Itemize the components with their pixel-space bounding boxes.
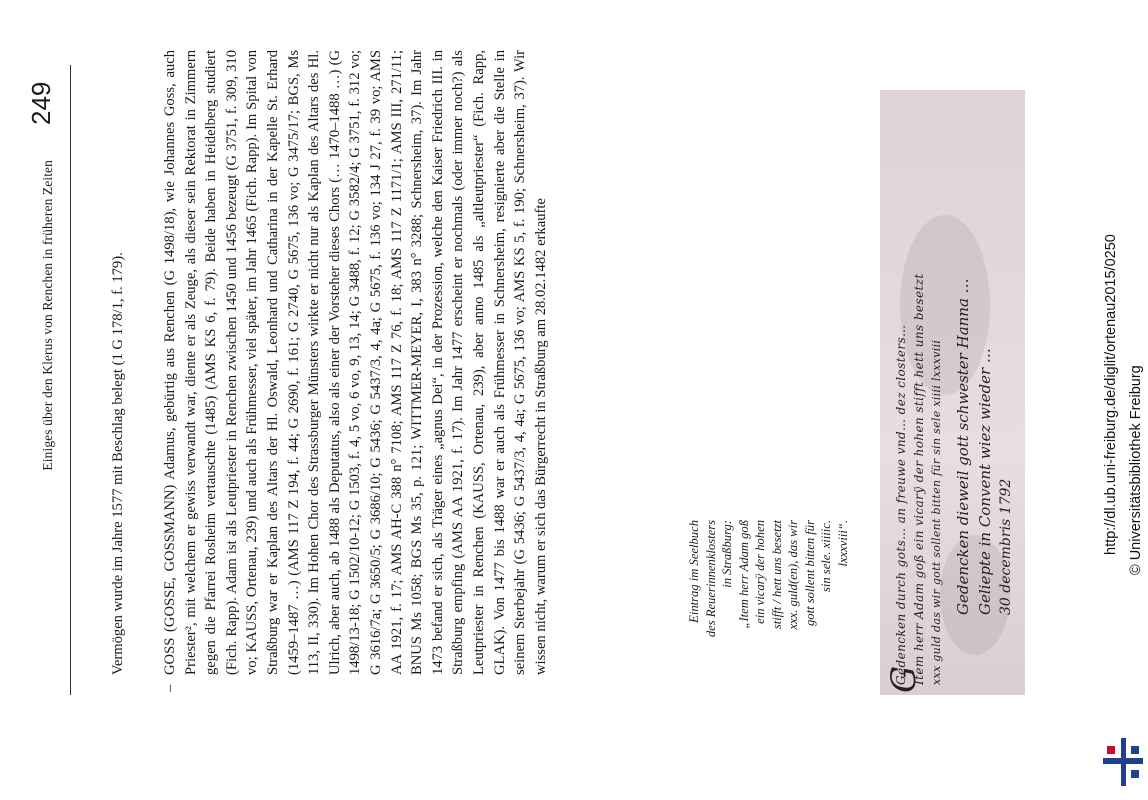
- caption-line: Eintrag im Seelbuch: [687, 520, 701, 623]
- header-rule: [70, 65, 71, 695]
- caption-line: xxx. guld(en), das wir: [786, 520, 800, 630]
- manuscript-line: xxx guld das wir gott sollent bitten für sin sele xiiii lxxxviii: [930, 339, 943, 685]
- page-number: 249: [26, 81, 56, 125]
- manuscript-line: Gedencken dieweil gott schwester Hanna …: [954, 278, 972, 615]
- manuscript-line: Gedencken durch gots… an freuwe vnd… dez closters…: [894, 324, 908, 685]
- manuscript-initial: G: [884, 665, 924, 693]
- paragraph-1: Vermögen wurde im Jahre 1577 mit Beschlag belegt (1 G 178/1, f. 179).: [110, 252, 126, 675]
- running-head: Einiges über den Klerus von Renchen in früheren Zeiten: [40, 160, 55, 471]
- paragraph-goss-entry: GOSS (GOSSE, GOSSMANN) Adamus, gebürtig aus Renchen (G 1498/18), wie Johannes Goss, auch Priester², mit welchem er gewiss verwandt war, diente er als Zeuge, als dieser sein Rektorat in Zimmern gegen die Pfarrei Rosheim vertauschte (1485) (AMS KS 6, f. 79). Beide haben in Heidelberg studiert (Fich. Rapp). Adam ist als Leutpriester in Renchen zwischen 1450 und 1456 bezeugt (G 3751, f. 309, 310 vo; KAUSS, Ortenau, 239) und auch als Frühmesser, viel später, im Jahr 1465 (Fich. Rapp). Im Spital von Straßburg war er Kaplan des Altars der Hl. Oswald, Leonhard und Catharina in der Kapelle St. Erhard (1459–1487 …) (AMS 117 Z 194, f. 44; G 2690, f. 161; G 2740, G 5675, 136 vo; G 3475/17; BGS, Ms 113, II, 330). Im Hohen Chor des Strassburger Münsters wirkte er nicht nur als Kaplan des Altars des Hl. Ulrich, aber auch, ab 1488 als Deputatus, also als einer der Vorsteher dieses Chors (… 1470–1488 …) (G 1498/13-18; G 1502/10-12; G 1503, f. 4, 5 vo, 6 vo, 9, 13, 14; G 3488, f. 12; G 3582/4; G 3751, f. 312 vo; G 3616/7a; G 3650/5; G 3686/10; G 5436; G 5437/3, 4, 4a; G 5675, f. 136 vo; 134 J 27, f. 39 vo; AMS AA 1921, f. 17; AMS AH-C 388 n° 7108; AMS 117 Z 76, f. 18; AMS 117 Z 1171/1; AMS III, 271/11; BNUS Ms 1058; BGS Ms 35, p. 121; WITTMER-MEYER, I, 383 n° 3288; Schnersheim, 37). Im Jahr 1473 befand er sich, als Träger eines „agnus Dei“, in der Prozession, welche den Kaiser Friedrich III. in Straßburg empfing (AMS AA 1921, f. 17). Im Jahr 1477 erscheint er nochmals (oder immer noch?) als Leutpriester in Renchen (KAUSS, Ortenau, 239), aber anno 1485 als „altleutpriester“ (Fich. Rapp, GLAK). Von 1477 bis 1488 war er auch als Frühmesser in Schnersheim, resignierte aber die Stelle in seinem Sterbejahr (G 5436; G 5437/3, 4, 4a; G 5675, 136 vo; AMS KS 5, f. 190; Schnersheim, 37). Wir wissen nicht, warum er sich das Bürgerrecht in Straßburg am 28.02.1482 erkaufte: [162, 50, 549, 675]
- manuscript-line: Item herr Adam goß ein vicarÿ der hohen stifft hett uns besetzt: [912, 273, 926, 685]
- caption-line: stifft / hett uns besetzt: [769, 520, 784, 630]
- caption-line: „Item herr Adam goß: [736, 520, 751, 629]
- copyright-notice: © Universitätsbibliothek Freiburg: [1128, 365, 1144, 575]
- list-dash: –: [162, 684, 178, 692]
- manuscript-line: Geliepte in Convent wiez wieder …: [976, 348, 994, 615]
- figure-caption: [686, 520, 851, 705]
- caption-line: sin sele. xiiiic.: [819, 520, 833, 593]
- library-logo-icon: [1103, 738, 1143, 786]
- caption-line: gott sollent bitten für: [802, 520, 817, 626]
- caption-line: in Straßburg:: [720, 520, 734, 588]
- caption-line: lxxxviii“.: [835, 520, 850, 567]
- caption-line: des Reuerinnenklosters: [703, 520, 718, 638]
- manuscript-line: 30 decembris 1792: [998, 478, 1014, 615]
- source-url[interactable]: http://dl.ub.uni-freiburg.de/diglit/ortenau2015/0250: [1103, 234, 1119, 555]
- manuscript-scan: [880, 90, 1025, 695]
- caption-line: ein vicarÿ der hohen: [753, 520, 767, 624]
